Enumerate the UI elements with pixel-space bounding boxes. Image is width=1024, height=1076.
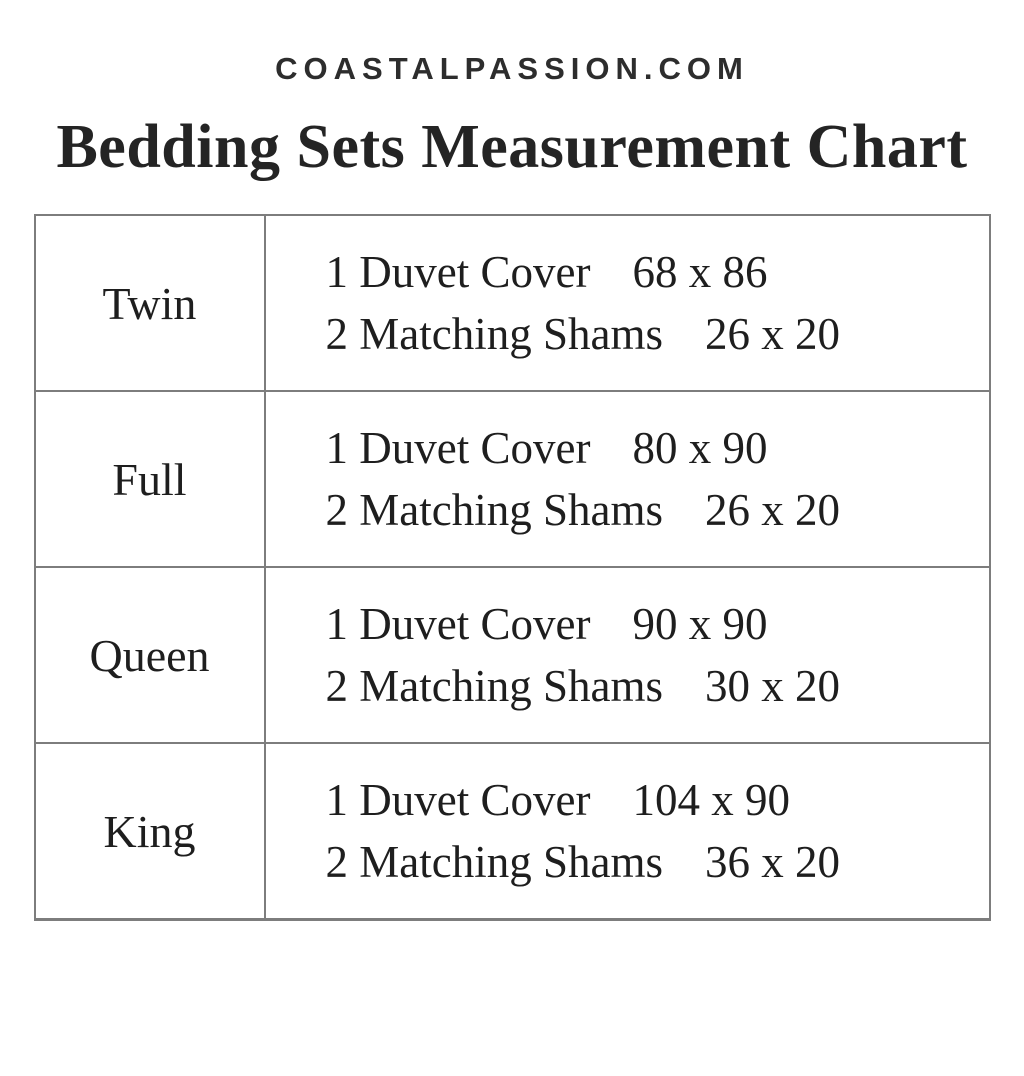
- item-label: 2 Matching Shams: [325, 309, 663, 359]
- table-row-twin: [35, 215, 990, 391]
- site-name: COASTALPASSION.COM: [275, 51, 749, 86]
- item-label: 1 Duvet Cover: [325, 423, 591, 473]
- detail-line: [326, 769, 988, 831]
- dimension-value: 68 x 86: [632, 247, 768, 297]
- table-row-queen: [35, 567, 990, 743]
- dimension-value: 30 x 20: [704, 661, 840, 711]
- dimension-value: 104 x 90: [632, 775, 790, 825]
- item-label: 2 Matching Shams: [325, 485, 663, 535]
- detail-line: [326, 417, 988, 479]
- detail-line: [326, 593, 988, 655]
- size-cell-king: King: [35, 743, 265, 920]
- dimension-value: 26 x 20: [704, 309, 840, 359]
- size-cell-full: Full: [35, 391, 265, 567]
- size-cell-twin: Twin: [35, 215, 265, 391]
- detail-line: [326, 655, 988, 717]
- dimension-value: 36 x 20: [704, 837, 840, 887]
- details-cell-twin: [265, 215, 990, 391]
- details-cell-queen: [265, 567, 990, 743]
- detail-line: [326, 831, 988, 893]
- details-cell-full: [265, 391, 990, 567]
- item-label: 1 Duvet Cover: [325, 775, 591, 825]
- dimension-value: 80 x 90: [632, 423, 768, 473]
- size-cell-queen: Queen: [35, 567, 265, 743]
- details-cell-king: [265, 743, 990, 920]
- item-label: 2 Matching Shams: [325, 661, 663, 711]
- item-label: 2 Matching Shams: [325, 837, 663, 887]
- item-label: 1 Duvet Cover: [325, 599, 591, 649]
- detail-line: [326, 479, 988, 541]
- dimension-value: 90 x 90: [632, 599, 768, 649]
- measurement-table: [34, 214, 991, 921]
- table-row-full: [35, 391, 990, 567]
- detail-line: [326, 303, 988, 365]
- page-title: Bedding Sets Measurement Chart: [56, 113, 968, 181]
- dimension-value: 26 x 20: [704, 485, 840, 535]
- detail-line: [326, 241, 988, 303]
- table-row-king: [35, 743, 990, 920]
- item-label: 1 Duvet Cover: [325, 247, 591, 297]
